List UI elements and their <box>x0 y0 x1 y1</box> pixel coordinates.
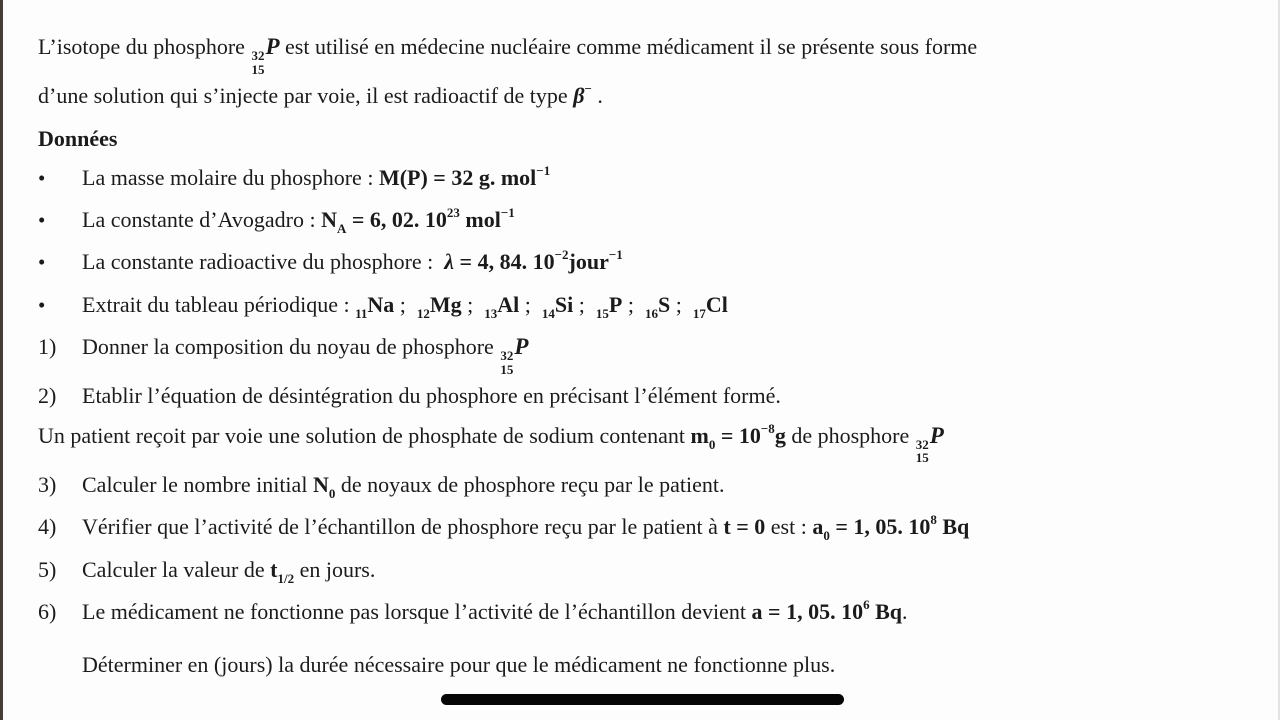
text-segment: S <box>657 291 671 317</box>
item-number: 5) <box>38 556 57 582</box>
text-segment: Données <box>38 125 118 151</box>
line-content <box>82 550 375 592</box>
text-segment: Cl <box>705 291 728 317</box>
text-segment: 0 <box>328 485 336 501</box>
line-content <box>82 242 623 284</box>
text-line <box>38 119 1260 158</box>
bullet-icon: • <box>38 208 46 233</box>
text-segment: Si <box>554 291 574 317</box>
text-line <box>38 327 1260 376</box>
bullet-icon: • <box>38 292 46 317</box>
isotope-number: 15 <box>915 450 929 466</box>
text-segment: = 6, 02. 10 <box>346 207 447 233</box>
bullet-icon: • <box>38 250 46 275</box>
isotope-stack <box>916 438 929 465</box>
text-segment: d’une solution qui s’injecte par voie, il est radioactif de type <box>38 83 574 109</box>
text-segment: − <box>584 81 592 97</box>
line-content <box>82 327 528 376</box>
text-segment: 12 <box>416 305 430 321</box>
text-segment: t <box>270 556 278 582</box>
text-line <box>38 376 1260 415</box>
text-segment: = 1, 05. 10 <box>829 514 931 540</box>
item-number: 2) <box>38 383 57 409</box>
text-segment: de phosphore <box>785 422 915 448</box>
item-number: 3) <box>38 471 57 497</box>
text-segment: Vérifier que l’activité de l’échantillon de phosphore reçu par le patient à <box>82 514 724 540</box>
text-segment: Bq <box>869 598 902 624</box>
text-segment: A <box>336 221 347 237</box>
text-segment: 0 <box>708 436 716 452</box>
text-segment: L’isotope du phosphore <box>38 34 251 59</box>
text-segment: t = 0 <box>723 514 766 540</box>
item-number: 4) <box>38 514 57 540</box>
text-segment: 8 <box>930 512 937 528</box>
line-content <box>38 119 117 158</box>
text-segment: 14 <box>541 305 555 321</box>
text-segment: a <box>812 514 824 540</box>
text-segment: ; <box>670 291 693 317</box>
line-content <box>38 27 977 76</box>
text-segment: ; <box>622 291 645 317</box>
text-segment: 13 <box>484 305 498 321</box>
isotope-number: 15 <box>500 361 514 377</box>
text-segment: . <box>591 83 603 109</box>
isotope-mass: 32 <box>500 348 514 364</box>
text-segment: Etablir l’équation de désintégration du phosphore en précisant l’élément formé. <box>82 383 781 409</box>
text-segment: Al <box>497 291 520 317</box>
isotope-number: 15 <box>251 61 265 77</box>
text-segment: est : <box>765 514 813 540</box>
text-line <box>38 592 1260 634</box>
text-segment: de noyaux de phosphore reçu par le patient. <box>335 471 725 497</box>
text-segment: Un patient reçoit par voie une solution de phosphate de sodium contenant <box>38 422 691 448</box>
text-line <box>38 285 1260 327</box>
text-segment: N <box>321 207 337 233</box>
bullet-icon: • <box>38 165 46 190</box>
isotope-symbol: P <box>514 334 529 360</box>
text-segment: . <box>902 598 908 624</box>
text-segment: N <box>312 471 329 497</box>
text-segment: = 10 <box>715 422 761 448</box>
isotope-mass: 32 <box>915 436 929 452</box>
line-content <box>82 465 724 507</box>
text-segment: Calculer la valeur de <box>82 556 271 582</box>
text-segment: ; <box>573 291 596 317</box>
isotope-mass: 32 <box>251 48 265 63</box>
text-segment: Na <box>367 291 395 317</box>
text-segment: en jours. <box>294 556 376 582</box>
line-content <box>82 285 728 327</box>
text-segment: = 1, 05. 10 <box>762 598 864 624</box>
line-content <box>82 645 835 684</box>
text-segment: a <box>751 598 763 624</box>
item-number: 1) <box>38 334 57 360</box>
isotope-stack <box>251 49 264 76</box>
text-line <box>38 76 1260 118</box>
text-segment: −2 <box>554 247 569 263</box>
line-content <box>38 76 603 118</box>
text-segment: 6 <box>863 596 870 612</box>
text-segment: 23 <box>446 205 460 221</box>
text-segment: −8 <box>760 420 775 436</box>
text-line <box>38 27 1260 76</box>
text-line <box>38 200 1260 242</box>
text-segment: = 4, 84. 10 <box>454 249 555 275</box>
text-segment: β <box>573 83 585 109</box>
text-segment: M(P) = 32 g. mol <box>378 164 537 190</box>
text-segment: Bq <box>936 514 970 540</box>
text-line <box>38 416 1260 465</box>
text-segment: 0 <box>823 528 830 544</box>
text-segment: Donner la composition du noyau de phosphore <box>82 334 500 360</box>
text-segment: −1 <box>536 162 551 178</box>
text-segment: ; <box>519 291 542 317</box>
isotope-symbol: P <box>929 422 944 448</box>
text-segment: Le médicament ne fonctionne pas lorsque l’activité de l’échantillon devient <box>82 598 752 624</box>
text-segment: 11 <box>355 305 368 321</box>
text-segment: La constante radioactive du phosphore : <box>82 249 445 275</box>
text-segment: m <box>690 422 709 448</box>
text-segment: −1 <box>500 205 515 221</box>
text-segment: Déterminer en (jours) la durée nécessaire pour que le médicament ne fonctionne plus. <box>82 652 836 678</box>
item-number: 6) <box>38 598 57 624</box>
text-segment: 16 <box>644 305 658 321</box>
isotope-stack <box>500 349 513 376</box>
text-line <box>38 645 1260 684</box>
line-content <box>38 416 944 465</box>
text-line <box>38 550 1260 592</box>
text-segment: Calculer le nombre initial <box>82 471 313 497</box>
text-segment: 17 <box>692 305 706 321</box>
text-segment: −1 <box>608 247 623 263</box>
text-segment: Mg <box>429 291 462 317</box>
text-segment: ; <box>461 291 485 317</box>
text-line <box>38 507 1260 549</box>
text-segment: est utilisé en médecine nucléaire comme médicament il se présente sous forme <box>279 34 978 59</box>
text-segment: mol <box>459 207 501 233</box>
text-segment: jour <box>568 249 609 275</box>
line-content <box>82 200 515 242</box>
progress-bar <box>441 694 844 705</box>
text-line <box>38 242 1260 284</box>
text-segment: 15 <box>595 305 609 321</box>
line-content <box>82 376 781 415</box>
text-segment: La constante d’Avogadro : <box>82 207 322 233</box>
line-content <box>82 507 969 549</box>
text-line <box>38 158 1260 200</box>
text-segment: g <box>774 422 786 448</box>
text-segment: λ <box>444 249 455 275</box>
text-segment: Extrait du tableau périodique : <box>82 291 356 317</box>
line-content <box>82 158 550 200</box>
line-content <box>82 592 908 634</box>
text-segment: P <box>608 291 623 317</box>
text-segment: ; <box>394 291 417 317</box>
text-line <box>38 465 1260 507</box>
text-segment: 1/2 <box>277 570 295 586</box>
isotope-symbol: P <box>265 34 280 59</box>
text-segment: La masse molaire du phosphore : <box>82 164 379 190</box>
